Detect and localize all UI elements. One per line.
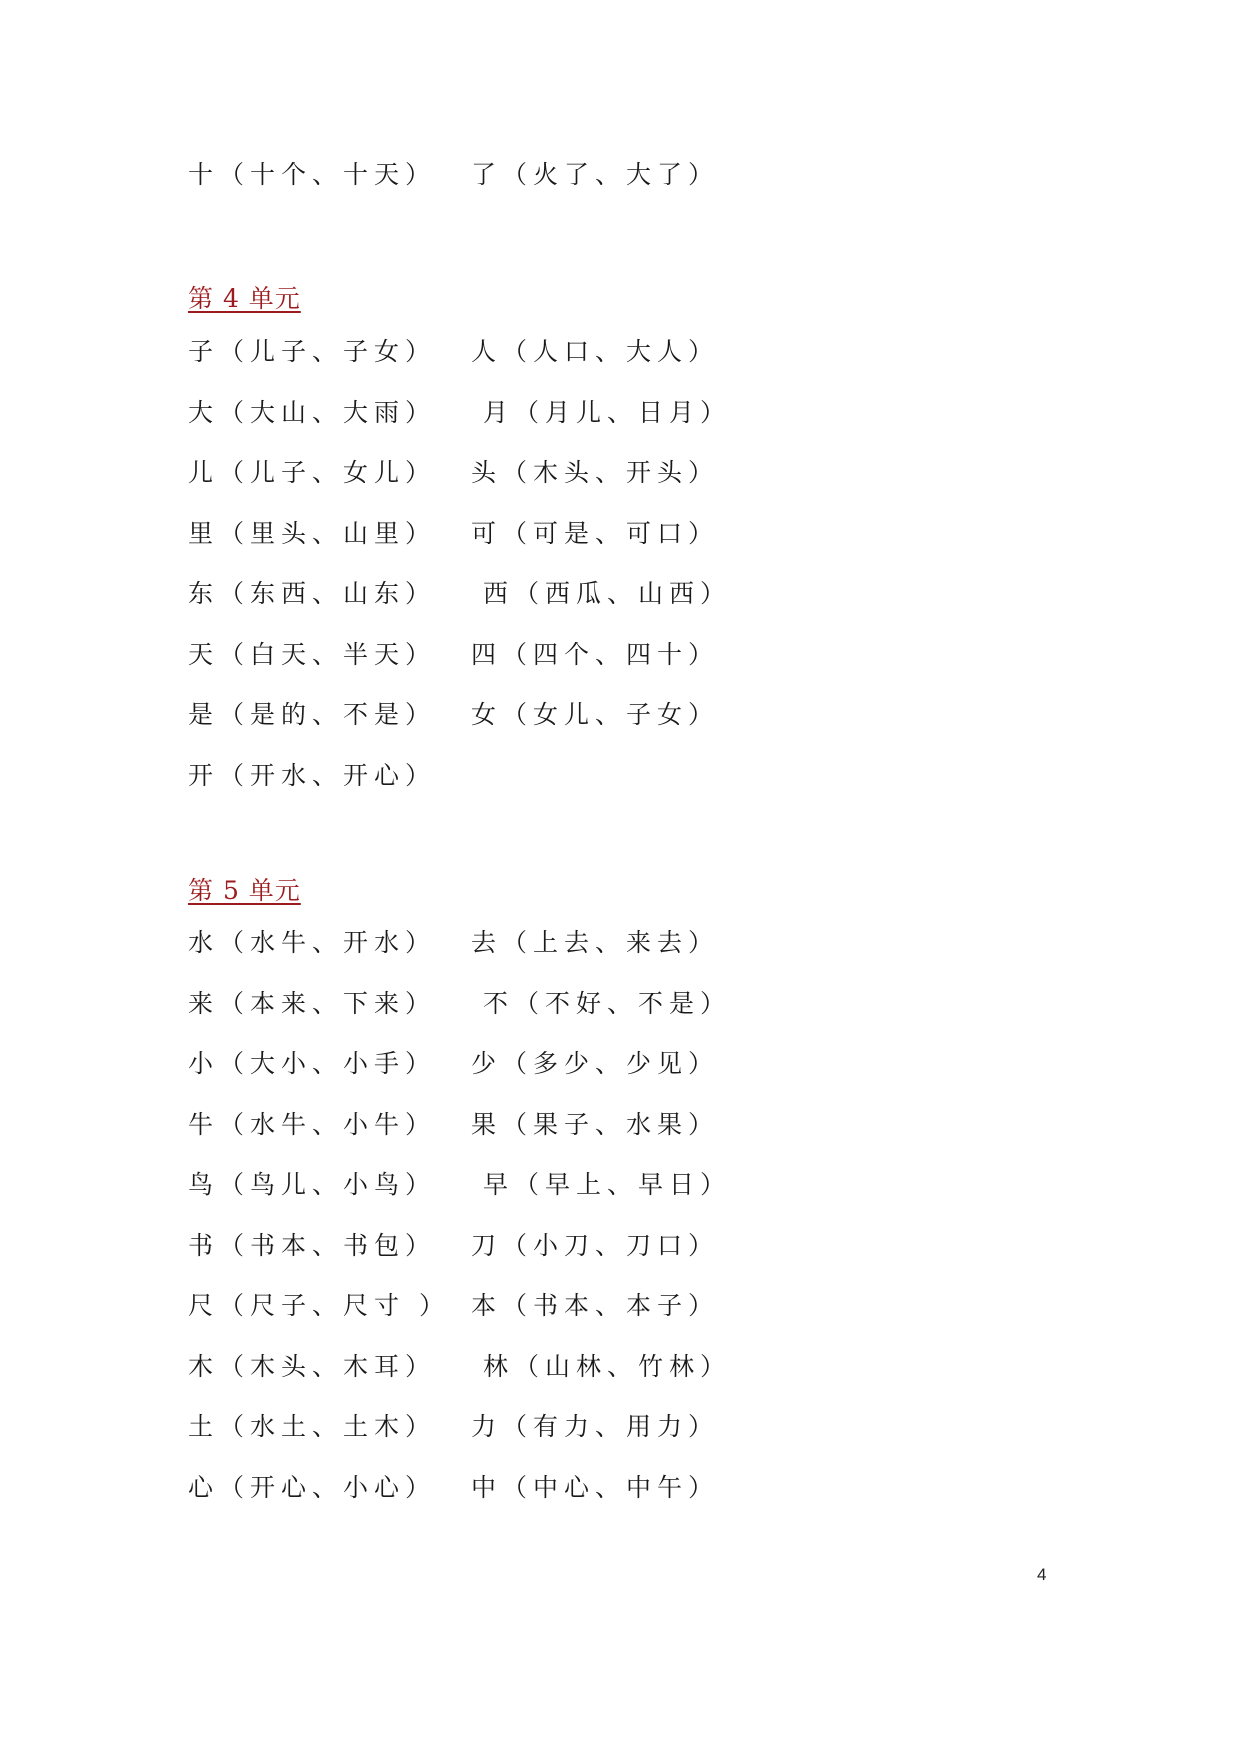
vocab-entry-left: 大（大山、大雨） <box>188 397 437 427</box>
vocab-entry-right: 月（月儿、日月） <box>483 397 732 427</box>
vocab-entry-left: 鸟（鸟儿、小鸟） <box>188 1170 437 1199</box>
vocab-row <box>188 383 1088 444</box>
vocab-entry-right: 本（书本、本子） <box>471 1291 720 1320</box>
vocab-entry-left: 子（儿子、子女） <box>188 337 437 366</box>
unit-4-list <box>188 322 1088 806</box>
vocab-entry-right: 果（果子、水果） <box>471 1109 720 1139</box>
vocab-row <box>188 322 1088 383</box>
vocab-entry-left: 来（本来、下来） <box>188 988 437 1018</box>
vocab-entry-left: 木（木头、木耳） <box>188 1351 437 1381</box>
vocab-row <box>188 504 1088 565</box>
vocab-entry-left: 儿（儿子、女儿） <box>188 458 437 487</box>
vocab-entry-right: 可（可是、可口） <box>471 518 720 548</box>
vocab-entry-left: 天（白天、半天） <box>188 639 437 669</box>
vocab-row <box>188 1397 1088 1458</box>
vocab-row <box>188 1155 1088 1216</box>
vocab-entry-left: 书（书本、书包） <box>188 1230 437 1260</box>
vocab-row <box>188 443 1088 504</box>
vocab-row <box>188 1337 1088 1398</box>
vocab-entry-left: 小（大小、小手） <box>188 1049 437 1078</box>
unit-5-list <box>188 913 1088 1518</box>
vocab-entry-right: 四（四个、四十） <box>471 639 720 669</box>
vocab-row <box>188 564 1088 625</box>
vocab-row <box>188 746 1088 807</box>
vocab-entry-left: 开（开水、开心） <box>188 760 437 790</box>
vocab-row <box>188 1458 1088 1519</box>
vocab-entry-right: 去（上去、来去） <box>471 928 720 957</box>
vocab-row <box>188 1276 1088 1337</box>
vocab-entry-right: 中（中心、中午） <box>471 1472 720 1502</box>
vocab-row <box>188 1034 1088 1095</box>
vocab-entry-left: 土（水土、土木） <box>188 1412 437 1441</box>
unit-4-heading: 第 4 单元 <box>188 284 301 313</box>
page-number: 4 <box>1037 1565 1047 1584</box>
vocab-row <box>188 1216 1088 1277</box>
vocab-row <box>188 145 1088 206</box>
vocab-row <box>188 913 1088 974</box>
vocab-row <box>188 625 1088 686</box>
vocab-entry-right: 刀（小刀、刀口） <box>471 1230 720 1260</box>
vocab-row <box>188 685 1088 746</box>
vocab-entry-right: 少（多少、少见） <box>471 1049 720 1078</box>
vocab-row <box>188 974 1088 1035</box>
vocab-entry-right: 了（火了、大了） <box>471 160 720 189</box>
vocab-entry-left: 是（是的、不是） <box>188 700 437 729</box>
vocab-entry-left: 牛（水牛、小牛） <box>188 1109 437 1139</box>
vocab-entry-left: 里（里头、山里） <box>188 518 437 548</box>
vocab-entry-right: 人（人口、大人） <box>471 337 720 366</box>
vocab-entry-left: 东（东西、山东） <box>188 579 437 608</box>
vocab-entry-left: 尺（尺子、尺寸 ） <box>188 1291 450 1320</box>
unit-5-heading: 第 5 单元 <box>188 876 301 905</box>
top-entry-block <box>188 145 1088 206</box>
vocab-entry-right: 力（有力、用力） <box>471 1412 720 1441</box>
vocab-entry-right: 早（早上、早日） <box>483 1170 732 1199</box>
vocab-entry-right: 不（不好、不是） <box>483 988 732 1018</box>
vocab-entry-right: 林（山林、竹林） <box>483 1351 732 1381</box>
vocab-entry-left: 心（开心、小心） <box>188 1472 437 1502</box>
vocab-entry-right: 头（木头、开头） <box>471 458 720 487</box>
vocab-entry-left: 水（水牛、开水） <box>188 928 437 957</box>
vocab-row <box>188 1095 1088 1156</box>
vocab-entry-right: 西（西瓜、山西） <box>483 579 732 608</box>
vocab-entry-right: 女（女儿、子女） <box>471 700 720 729</box>
vocab-entry-left: 十（十个、十天） <box>188 160 437 189</box>
